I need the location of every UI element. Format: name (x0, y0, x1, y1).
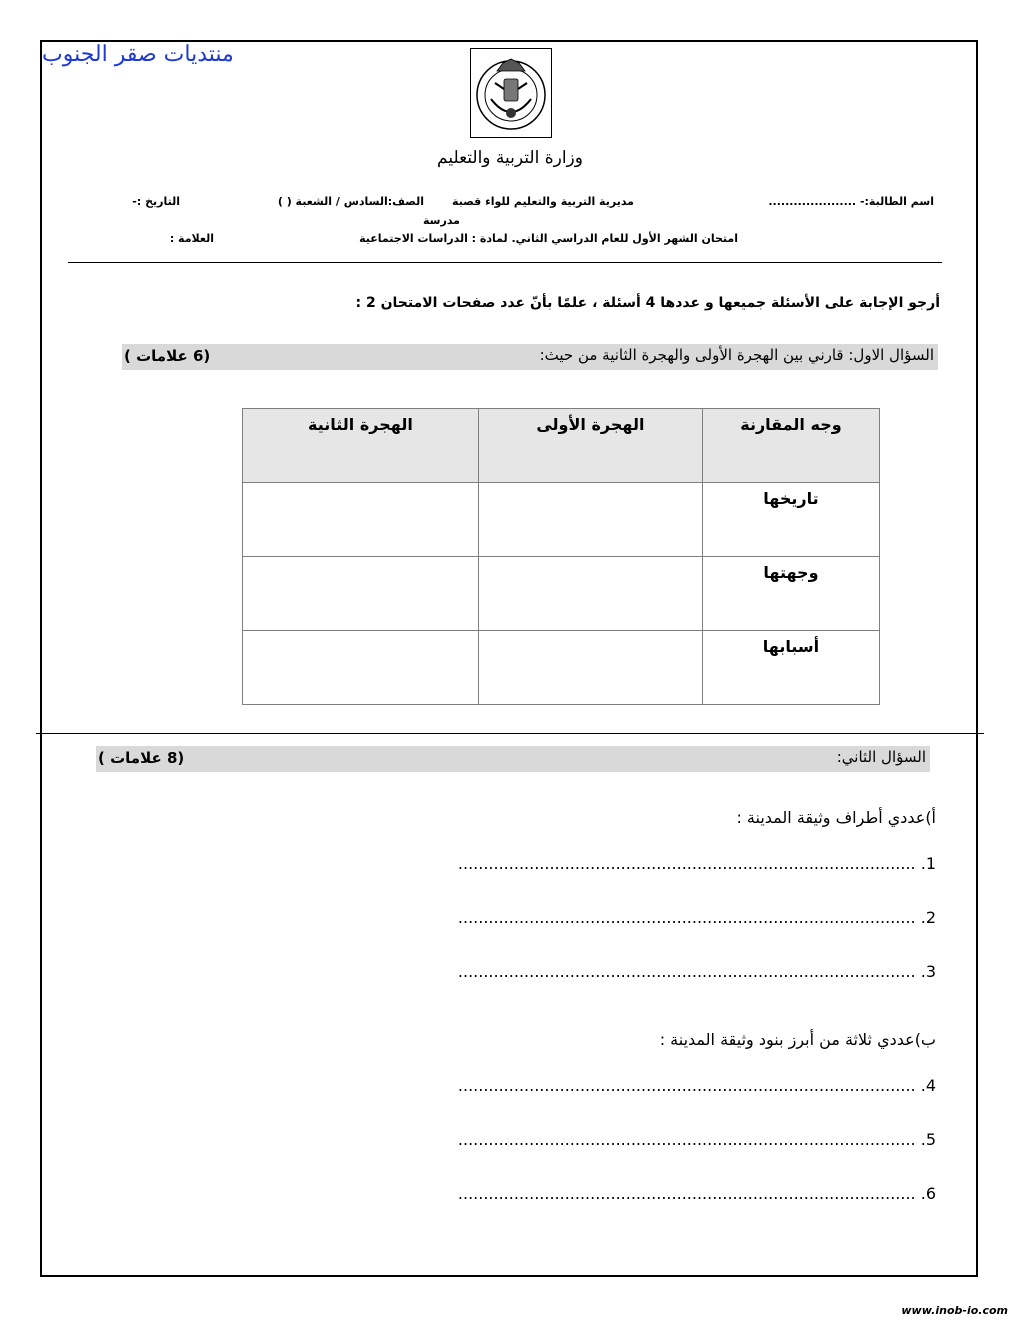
forum-watermark: منتديات صقر الجنوب (42, 42, 234, 67)
ministry-title: وزارة التربية والتعليم (437, 148, 583, 168)
table-row (243, 631, 880, 705)
table-row (243, 483, 880, 557)
question1-title: السؤال الاول: قارني بين الهجرة الأولى والهجرة الثانية من حيث: (539, 346, 934, 364)
row-label-reasons: أسبابها (702, 631, 879, 705)
answer-line-3[interactable]: 3. .......................................................................................... (457, 962, 936, 981)
answer-line-2[interactable]: 2. .......................................................................................... (457, 908, 936, 927)
answer-cell[interactable] (243, 631, 479, 705)
table-header-aspect: وجه المقارنة (702, 409, 879, 483)
row-label-destination: وجهتها (702, 557, 879, 631)
exam-title: امتحان الشهر الأول للعام الدراسي الثاني. لمادة : الدراسات الاجتماعية (359, 232, 738, 245)
answer-cell[interactable] (478, 557, 702, 631)
row-label-date: تاريخها (702, 483, 879, 557)
ministry-emblem (470, 48, 552, 138)
answer-line-4[interactable]: 4. .......................................................................................... (457, 1076, 936, 1095)
part-b-prompt: ب)عددي ثلاثة من أبرز بنود وثيقة المدينة : (659, 1030, 936, 1049)
header-divider (68, 262, 942, 263)
answer-line-1[interactable]: 1. .......................................................................................... (457, 854, 936, 873)
question1-marks: (6 علامات ) (124, 347, 211, 365)
answer-line-6[interactable]: 6. .......................................................................................... (457, 1184, 936, 1203)
part-a-prompt: أ)عددي أطراف وثيقة المدينة : (736, 808, 936, 827)
directorate-label: مديرية التربية والتعليم للواء قصبة (452, 195, 634, 208)
table-header-second-hijra: الهجرة الثانية (243, 409, 479, 483)
student-name-field: اسم الطالبة:- ..................... (768, 195, 934, 208)
table-header-first-hijra: الهجرة الأولى (478, 409, 702, 483)
mark-label: العلامة : (169, 232, 214, 245)
table-row (243, 557, 880, 631)
question2-marks: (8 علامات ) (98, 749, 185, 767)
instructions: أرجو الإجابة على الأسئلة جميعها و عددها 4 أسئلة ، علمًا بأنّ عدد صفحات الامتحان 2 : (355, 295, 940, 311)
answer-cell[interactable] (478, 631, 702, 705)
date-label: التاريخ :- (132, 195, 180, 208)
section-divider (36, 733, 984, 734)
question2-bar (96, 746, 930, 772)
school-label: مدرسة (423, 214, 460, 227)
footer-url: www.inob-io.com (901, 1304, 1008, 1317)
answer-cell[interactable] (243, 483, 479, 557)
comparison-table (242, 408, 880, 705)
grade-label: الصف:السادس / الشعبة ( ) (277, 195, 424, 208)
answer-cell[interactable] (243, 557, 479, 631)
question1-bar (122, 344, 938, 370)
answer-cell[interactable] (478, 483, 702, 557)
question2-title: السؤال الثاني: (836, 748, 926, 766)
answer-line-5[interactable]: 5. .......................................................................................... (457, 1130, 936, 1149)
